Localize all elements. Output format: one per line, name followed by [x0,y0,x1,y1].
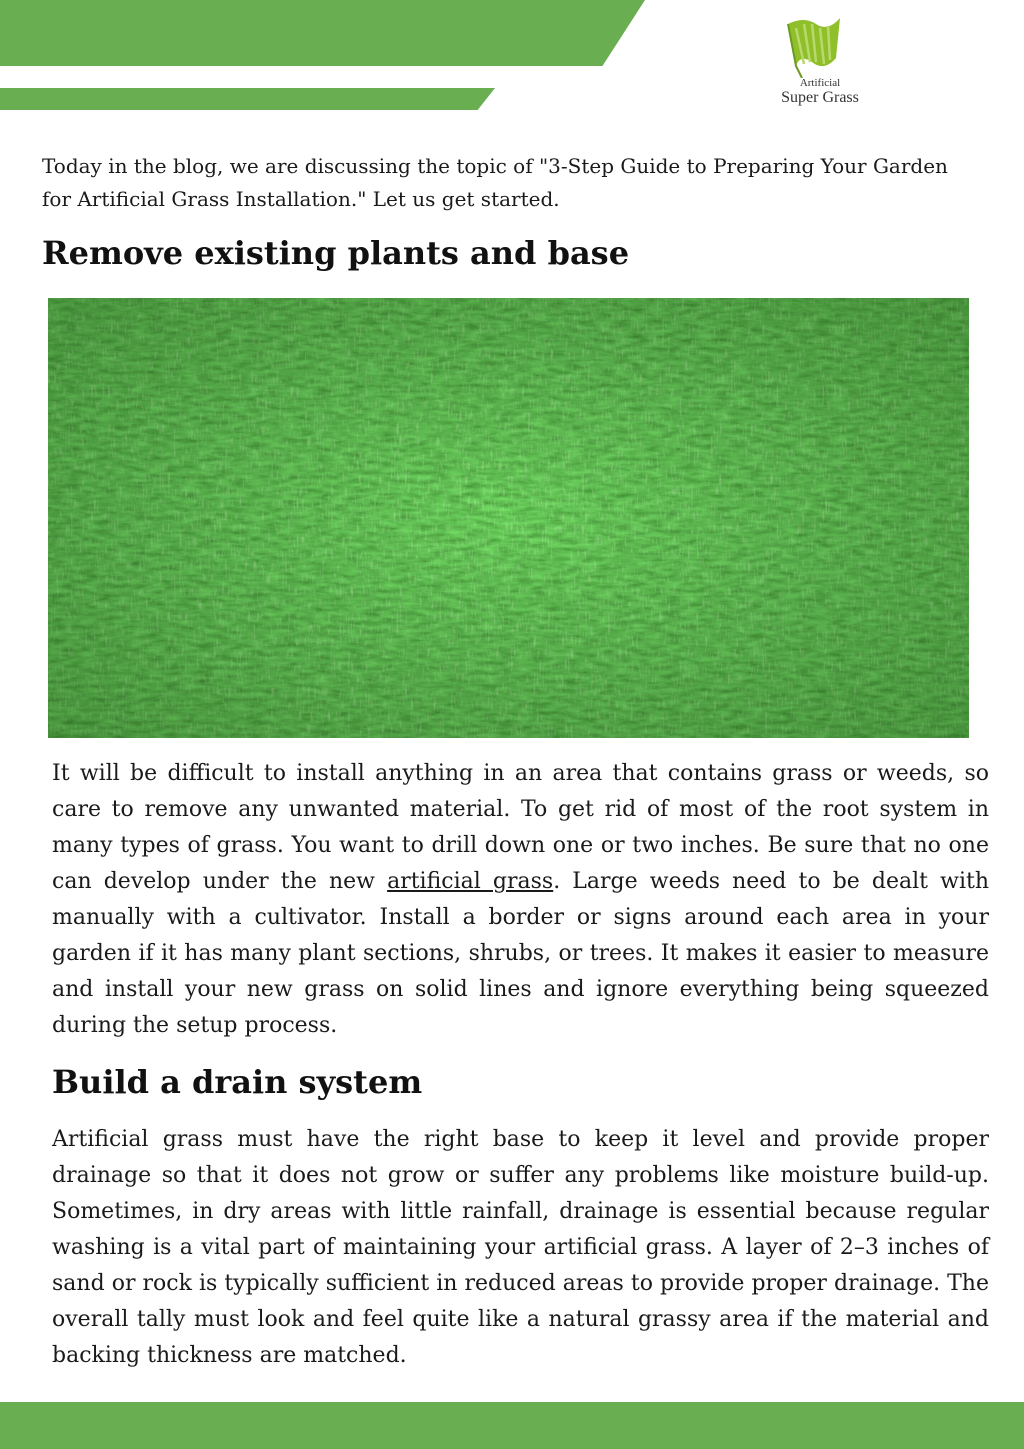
header-band-second [0,88,495,110]
brand-logo [770,14,870,109]
section-heading-remove: Remove existing plants and base [42,234,630,272]
intro-paragraph: Today in the blog, we are discussing the topic of "3-Step Guide to Preparing Your Garden for Artificial Grass Installation." Let us get started. [42,154,948,211]
logo-small-text: Artificial [799,77,841,89]
grass-flag-icon [782,14,842,78]
section1-paragraph [52,756,989,1044]
section2-paragraph: Artificial grass must have the right base to keep it level and provide proper drainage so that it does not grow or suffer any problems like moisture build-up. Sometimes, in dry areas with little rainfall, drainage is essential because regular washing is a vital part of maintaining your artificial grass. A layer of 2–3 inches of sand or rock is typically sufficient in reduced areas to provide proper drainage. The overall tally must look and feel quite like a natural grassy area if the material and backing thickness are matched. [52,1127,989,1368]
logo-big-text: Super Grass [781,89,859,106]
footer-band [0,1402,1024,1449]
header-band-top [0,0,645,66]
section-heading-drain: Build a drain system [52,1063,423,1101]
artificial-grass-photo [48,298,969,738]
section1-text-after: . Large weeds need to be dealt with manually with a cultivator. Install a border or signs around each area in your garden if it has many plant sections, shrubs, or trees. It makes it easier to measure and install your new grass on solid lines and ignore everything being squeezed during the setup process. [52,869,989,1038]
section1-text-before: It will be difficult to install anything in an area that contains grass or weeds, so care to remove any unwanted material. To get rid of most of the root system in many types of grass. You want to drill down one or two inches. Be sure that no one can develop under the new [52,761,989,894]
artificial-grass-link[interactable]: artificial grass [387,869,554,894]
